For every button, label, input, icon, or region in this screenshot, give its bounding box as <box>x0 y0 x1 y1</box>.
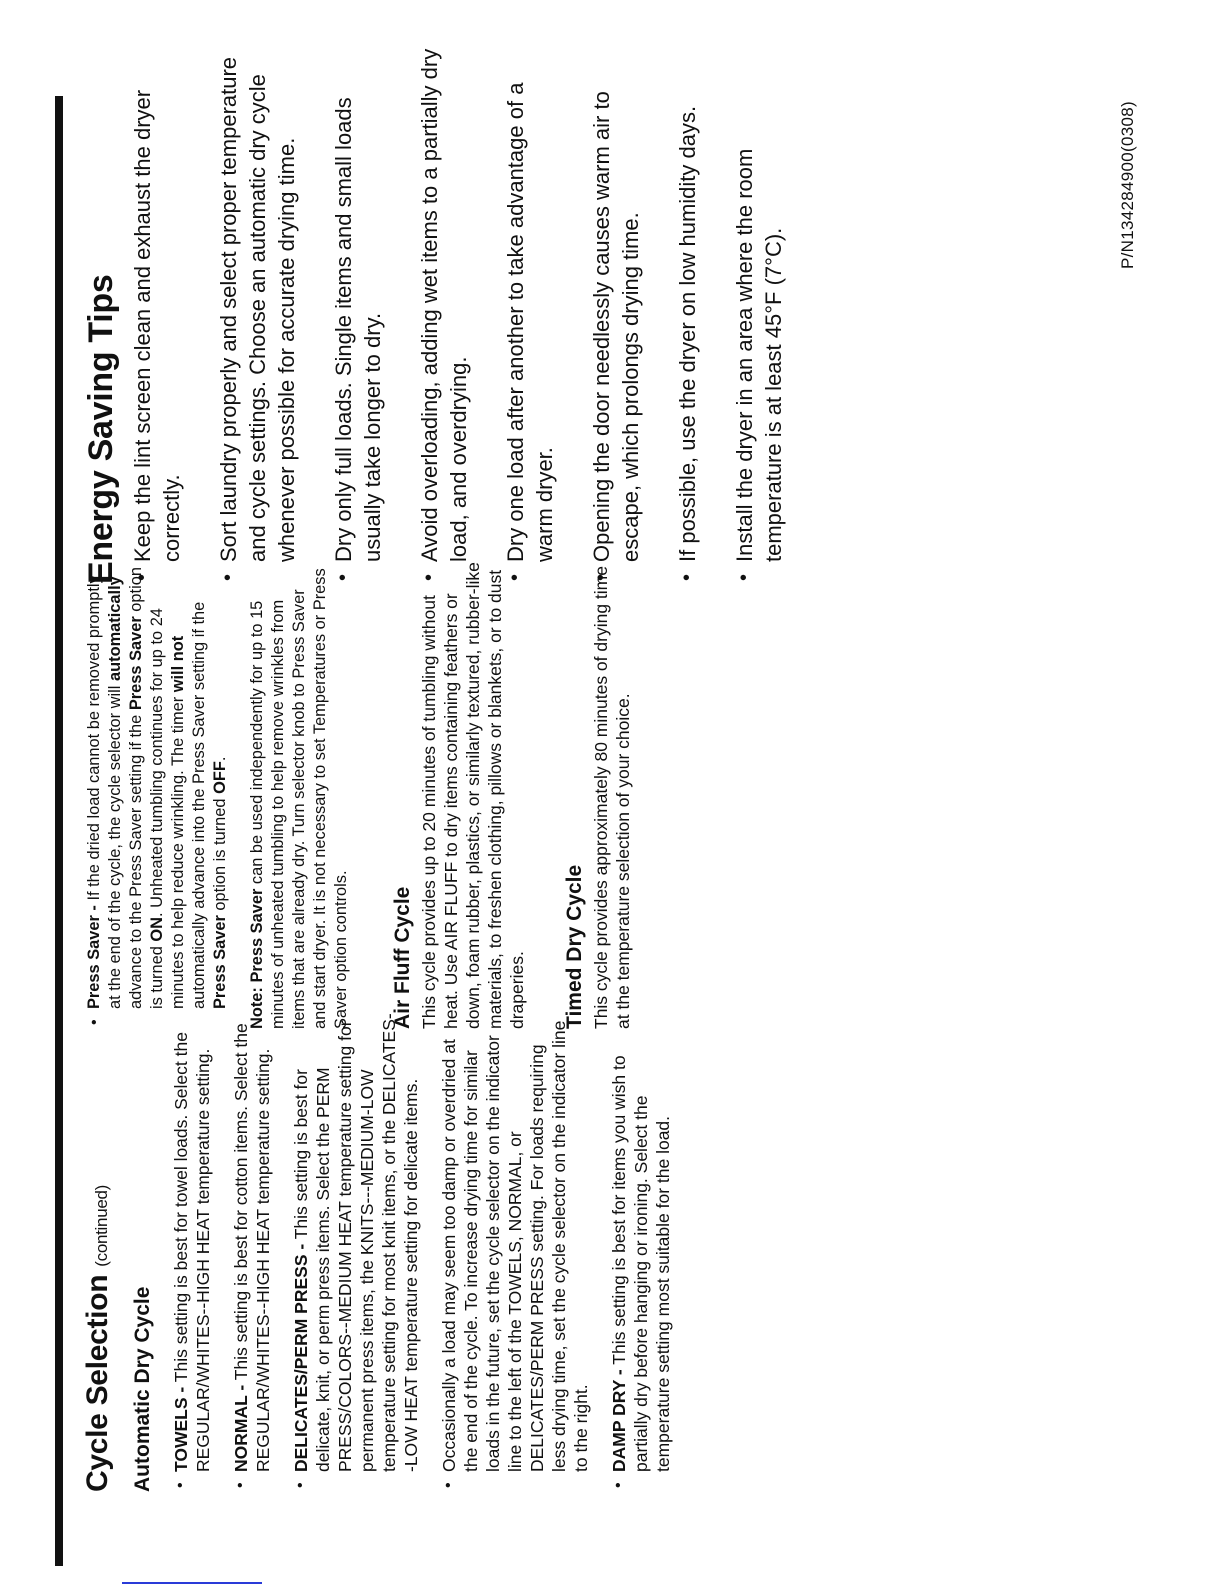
part-number: P/N134284900(0308) <box>1118 101 1137 269</box>
top-rule <box>55 96 63 1566</box>
air-fluff-text: This cycle provides up to 20 minutes of tumbling without heat. Use AIR FLUFF to dry items containing feathers or down, foam rubber, plastics, or similarly textured, rubber-like materials, to freshen clothing, pillows or blankets, or to dust draperies. <box>419 562 527 1029</box>
towels-item: • TOWELS - This setting is best for towel loads. Select the REGULAR/WHITES--HIGH HEAT temperature setting. <box>170 1012 214 1492</box>
cycle-selection-column <box>80 1012 690 1492</box>
damp-dry-item: • DAMP DRY - This setting is best for items you wish to partially dry before hanging or ironing. Select the temperature setting most suitable for the load. <box>608 1012 674 1492</box>
press-saver-column <box>80 559 668 1029</box>
tip-item: • Dry one load after another to take advantage of a warm dryer. <box>501 44 559 584</box>
tip-item: • Opening the door needlessly causes warm air to escape, which prolongs drying time. <box>587 44 645 584</box>
timed-dry-text: This cycle provides approximately 80 minutes of drying time at the temperature selection of your choice. <box>591 566 633 1029</box>
automatic-dry-cycle-heading: Automatic Dry Cycle <box>131 1286 154 1492</box>
press-saver-item: • Press Saver - If the dried load cannot be removed promptly at the end of the cycle, the cycle selector will automatically advance to the Press Saver setting if the Press Saver option is turned ON. Unheated tumbling continues for up to 24 minutes to help reduce wrinkling. The timer will not automatically advance into the Press Saver setting if the Press Saver option is turned OFF. <box>84 559 231 1029</box>
section-title: Cycle Selection(continued) <box>81 1184 114 1492</box>
occasionally-item: • Occasionally a load may seem too damp or overdried at the end of the cycle. To increase drying time for similar loads in the future, set the cycle selector on the indicator line to the left of the TOWELS, NORMAL, or DELICATES/PERM PRESS setting. For loads requiring less drying time, set the cycle selector on the indicator line to the right. <box>438 1012 592 1492</box>
tip-item: • Sort laundry properly and select proper temperature and cycle settings. Choose an automatic dry cycle whenever possible for accurate drying time. <box>214 44 301 584</box>
tip-item: • If possible, use the dryer on low humidity days. <box>673 44 702 584</box>
normal-item: • NORMAL - This setting is best for cotton items. Select the REGULAR/WHITES--HIGH HEAT temperature setting. <box>230 1012 274 1492</box>
tip-item: • Install the dryer in an area where the room temperature is at least 45°F (7°C). <box>730 44 788 584</box>
delicates-item: • DELICATES/PERM PRESS - This setting is best for delicate, knit, or perm press items. Select the PERM PRESS/COLORS--MEDIUM HEAT temperature setting for permanent press items, the KNITS---MEDIUM-LOW temperature setting for most knit items, or the DELICATES--LOW HEAT temperature setting for delicate items. <box>290 1012 422 1492</box>
energy-title: Energy Saving Tips <box>82 274 120 584</box>
press-saver-note: Note: Press Saver can be used independently for up to 15 minutes of unheated tumbling to help remove wrinkles from items that are already dry. Turn selector knob to Press Saver and start dryer. It is not necessary to set Temperatures or Press Saver option controls. <box>248 568 350 1029</box>
timed-dry-heading: Timed Dry Cycle <box>563 864 586 1029</box>
energy-tips-column <box>80 44 816 584</box>
tip-item: • Dry only full loads. Single items and small loads usually take longer to dry. <box>329 44 387 584</box>
tip-item: • Avoid overloading, adding wet items to a partially dry load, and overdrying. <box>415 44 473 584</box>
air-fluff-heading: Air Fluff Cycle <box>391 886 414 1029</box>
tip-item: • Keep the lint screen clean and exhaust the dryer correctly. <box>128 44 186 584</box>
